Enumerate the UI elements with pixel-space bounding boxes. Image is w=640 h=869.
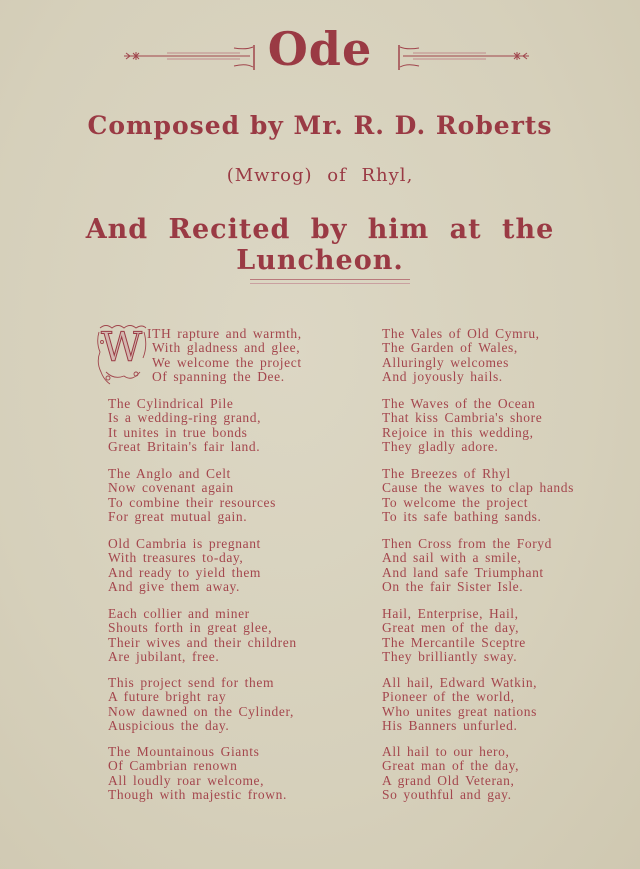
stanza-right-4 xyxy=(382,537,552,594)
poem-line: Great man of the day, xyxy=(382,758,520,774)
poem-line: Is a wedding-ring grand, xyxy=(108,410,262,426)
stanza-right-2 xyxy=(382,397,542,454)
poem-line: A grand Old Veteran, xyxy=(382,772,515,788)
poem-line: They brilliantly sway. xyxy=(382,648,518,664)
poem-line: This project send for them xyxy=(108,675,275,690)
poem-line: And give them away. xyxy=(108,578,240,594)
stanza-right-7 xyxy=(382,745,519,802)
poem-line: The Mercantile Sceptre xyxy=(382,634,526,650)
stanza-left-7 xyxy=(108,745,287,802)
poem-line: Now covenant again xyxy=(108,480,234,496)
poem-line: For great mutual gain. xyxy=(108,508,248,524)
poem-line: Pioneer of the world, xyxy=(382,689,515,705)
poem-line: Shouts forth in great glee, xyxy=(108,620,273,636)
poem-line: A future bright ray xyxy=(108,689,227,705)
stanza-right-3 xyxy=(382,467,574,524)
poem-line: Who unites great nations xyxy=(382,703,537,719)
stanza-right-6 xyxy=(382,676,537,733)
poem-line: Alluringly welcomes xyxy=(382,354,510,370)
poem-line: With gladness and glee, xyxy=(152,340,301,356)
stanza-left-4 xyxy=(108,537,261,594)
poem-line: The Breezes of Rhyl xyxy=(382,466,511,481)
poem-line: With treasures to-day, xyxy=(108,550,244,566)
poem-line: All loudly roar welcome, xyxy=(108,772,265,788)
poem-line: Of Cambrian renown xyxy=(108,758,238,774)
poem-line: On the fair Sister Isle. xyxy=(382,578,524,594)
poem-line: Are jubilant, free. xyxy=(108,648,220,664)
poem-line: We welcome the project xyxy=(152,354,302,370)
drop-cap xyxy=(96,322,148,388)
poem-line: The Garden of Wales, xyxy=(382,340,518,356)
stanza-right-1 xyxy=(382,327,540,384)
author-line: Composed by Mr. R. D. Roberts xyxy=(87,111,553,140)
poem-line: To welcome the project xyxy=(382,494,529,510)
stanza-left-2 xyxy=(108,397,261,454)
poem-line: His Banners unfurled. xyxy=(382,717,518,733)
poem-line: To combine their resources xyxy=(108,494,276,510)
poem-line: Each collier and miner xyxy=(108,606,250,621)
poem-line: To its safe bathing sands. xyxy=(382,508,542,524)
poem-line: ITH rapture and warmth, xyxy=(147,326,302,341)
poem-line: Hail, Enterprise, Hail, xyxy=(382,606,519,621)
poem-line: Auspicious the day. xyxy=(108,717,230,733)
poem-line: They gladly adore. xyxy=(382,438,499,454)
poem-line: Then Cross from the Foryd xyxy=(382,536,552,551)
pseudonym-line: (Mwrog) of Rhyl, xyxy=(226,165,414,186)
poem-line: The Cylindrical Pile xyxy=(108,396,234,411)
divider xyxy=(250,279,410,284)
poem-line: Great men of the day, xyxy=(382,620,520,636)
stanza-left-5 xyxy=(108,607,297,664)
poem-line: All hail, Edward Watkin, xyxy=(382,675,538,690)
poem-line: Of spanning the Dee. xyxy=(152,368,285,384)
poem-line: And land safe Triumphant xyxy=(382,564,544,580)
poem-line: And joyously hails. xyxy=(382,368,503,384)
poem-line: That kiss Cambria's shore xyxy=(382,410,543,426)
poem-line: The Mountainous Giants xyxy=(108,744,260,759)
poem-line: So youthful and gay. xyxy=(382,786,512,802)
poem-line: It unites in true bonds xyxy=(108,424,248,440)
poem-line: Now dawned on the Cylinder, xyxy=(108,703,295,719)
poem-line: Old Cambria is pregnant xyxy=(108,536,261,551)
poem-line: Their wives and their children xyxy=(108,634,297,650)
poem-line: Rejoice in this wedding, xyxy=(382,424,534,440)
poem-line: The Vales of Old Cymru, xyxy=(382,326,540,341)
stanza-left-1 xyxy=(147,327,302,384)
poem-line: The Anglo and Celt xyxy=(108,466,231,481)
drop-cap-letter: W xyxy=(101,325,143,371)
poem-line: The Waves of the Ocean xyxy=(382,396,536,411)
stanza-left-3 xyxy=(108,467,276,524)
stanza-right-5 xyxy=(382,607,526,664)
poem-line: All hail to our hero, xyxy=(382,744,510,759)
stanza-left-6 xyxy=(108,676,294,733)
poem-line: Though with majestic frown. xyxy=(108,786,287,802)
page-title: Ode xyxy=(267,22,373,76)
poem-line: And sail with a smile, xyxy=(382,550,522,566)
recited-line: And Recited by him at the Luncheon. xyxy=(85,214,555,276)
poem-line: Great Britain's fair land. xyxy=(108,438,261,454)
poem-line: Cause the waves to clap hands xyxy=(382,480,574,496)
poem-line: And ready to yield them xyxy=(108,564,262,580)
